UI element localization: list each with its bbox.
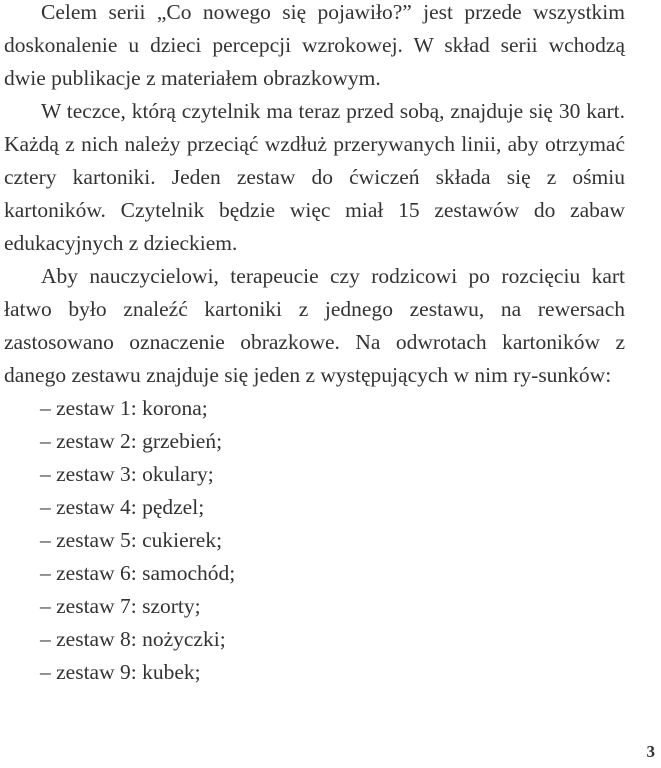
list-item: – zestaw 2: grzebień; [40,429,223,453]
paragraph-card-markings: Aby nauczycielowi, terapeucie czy rodzicowi po rozcięciu kart łatwo było znaleźć kartoniki z jednego zestawu, na rewersach zastosowano oznaczenie obrazkowe. Na odwrotach kartoników z danego zestawu znajduje się jeden z występujących w nim ry-sunków: [4,264,625,387]
list-item: – zestaw 9: kubek; [40,660,201,684]
list-item: – zestaw 8: nożyczki; [40,627,226,651]
list-item: – zestaw 4: pędzel; [40,495,205,519]
paragraph-series-goal: Celem serii „Co nowego się pojawiło?” jest przede wszystkim doskonalenie u dzieci percepcji wzrokowej. W skład serii wchodzą dwie publikacje z materiałem obrazkowym. [4,0,625,90]
list-item: – zestaw 7: szorty; [40,594,201,618]
list-item: – zestaw 6: samochód; [40,561,236,585]
sets-list [4,392,625,689]
list-item: – zestaw 3: okulary; [40,462,214,486]
page-body [4,0,625,689]
list-item: – zestaw 1: korona; [40,396,208,420]
paragraph-folder-contents: W teczce, którą czytelnik ma teraz przed sobą, znajduje się 30 kart. Każdą z nich należy przeciąć wzdłuż przerywanych linii, aby otrzymać cztery kartoniki. Jeden zestaw do ćwiczeń składa się z ośmiu kartoników. Czytelnik będzie więc miał 15 zestawów do zabaw edukacyjnych z dzieckiem. [4,99,625,255]
page-number: 3 [646,742,655,761]
list-item: – zestaw 5: cukierek; [40,528,223,552]
